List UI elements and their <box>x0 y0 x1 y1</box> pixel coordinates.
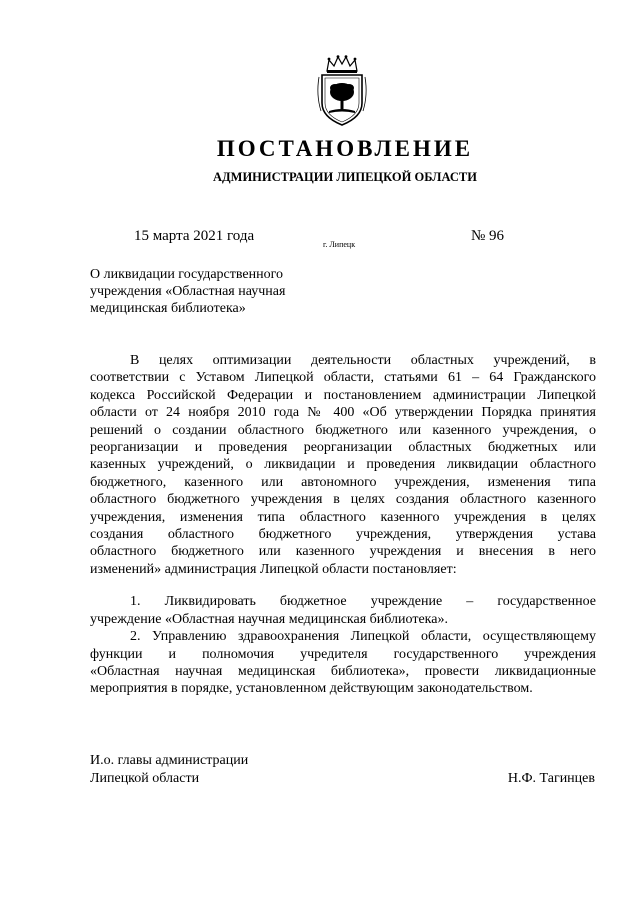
item-2-paragraph <box>90 628 596 698</box>
subject-line: О ликвидации государственного <box>90 267 283 282</box>
body-line: учреждение «Областная научная медицинская библиотека». <box>90 611 448 627</box>
body-line: 1. Ликвидировать бюджетное учреждение – государственное <box>130 594 596 610</box>
body-line: кодекса Российской Федерации и постановлением администрации Липецкой <box>90 387 596 403</box>
preamble-paragraph <box>90 352 596 578</box>
body-line: областного бюджетного учреждения в целях создания областного казенного <box>90 492 596 508</box>
body-line: областного бюджетного или казенного учреждения и внесения в него <box>90 544 596 560</box>
document-city: г. Липецк <box>323 240 356 249</box>
signatory-position-line: И.о. главы администрации <box>90 753 249 768</box>
signatory-name: Н.Ф. Тагинцев <box>507 771 595 786</box>
body-line: решений о создании областного бюджетного или казенного учреждения, о <box>90 422 596 438</box>
body-line: области от 24 ноября 2010 года № 400 «Об утверждении Порядка принятия <box>90 405 596 421</box>
body-line: функции и полномочия учредителя государственного учреждения <box>90 646 596 662</box>
document-title: ПОСТАНОВЛЕНИЕ <box>216 136 474 161</box>
body-line: изменений» администрация Липецкой области постановляет: <box>90 561 457 577</box>
body-line: реорганизации и проведения реорганизации областных бюджетных или <box>90 440 596 456</box>
body-line: соответствии с Уставом Липецкой области, статьями 61 – 64 Гражданского <box>90 370 596 386</box>
subject-line: учреждения «Областная научная <box>90 284 286 299</box>
body-line: учреждения, изменения типа областного казенного учреждения в целях <box>90 509 596 525</box>
body-line: казенных учреждений, о ликвидации и проведения ликвидации областного <box>90 457 596 473</box>
document-date: 15 марта 2021 года <box>134 228 255 244</box>
item-1-paragraph <box>90 593 596 628</box>
body-line: создания областного бюджетного учреждения, утверждения устава <box>90 527 596 543</box>
document-body <box>90 352 596 698</box>
body-line: «Областная научная медицинская библиотека», провести ликвидационные <box>90 663 596 679</box>
body-line: бюджетного, казенного или автономного учреждения, изменения типа <box>90 474 596 490</box>
signatory-position <box>90 752 248 788</box>
issuing-authority: АДМИНИСТРАЦИИ ЛИПЕЦКОЙ ОБЛАСТИ <box>213 170 477 184</box>
signatory-position-line: Липецкой области <box>90 771 200 786</box>
body-line: мероприятия в порядке, установленном действующим законодательством. <box>90 681 533 697</box>
document-subject <box>90 266 340 317</box>
body-line: В целях оптимизации деятельности областных учреждений, в <box>130 353 596 368</box>
lipetsk-coat-of-arms-icon <box>313 55 371 127</box>
document-number: № 96 <box>471 228 505 244</box>
subject-line: медицинская библиотека» <box>90 301 246 316</box>
body-line: 2. Управлению здравоохранения Липецкой области, осуществляющему <box>130 629 596 645</box>
